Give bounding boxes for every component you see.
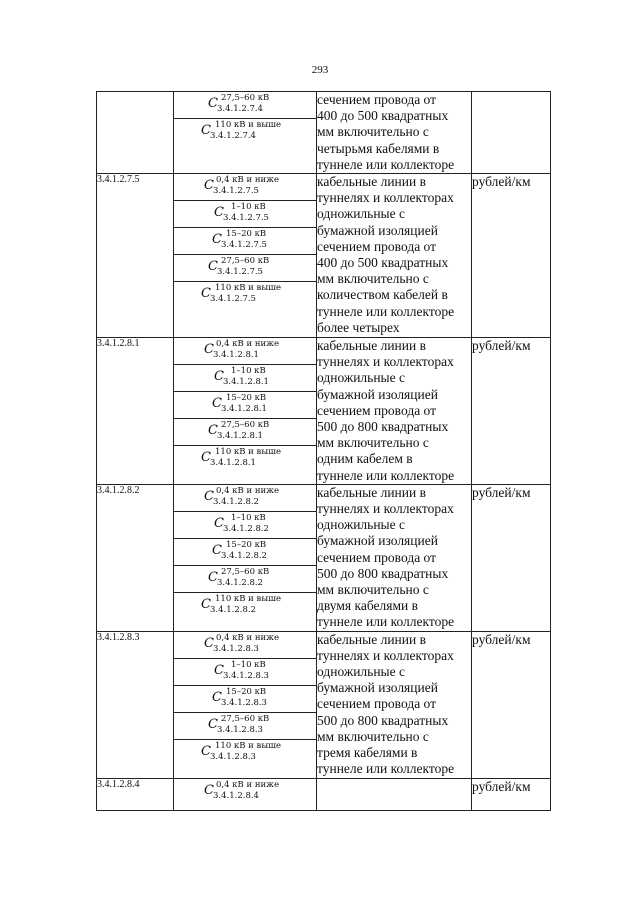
- formula-index: 3.4.1.2.8.3: [223, 670, 269, 681]
- item-code: 3.4.1.2.8.2: [97, 484, 174, 631]
- formula-index: 3.4.1.2.8.1: [223, 377, 269, 388]
- item-description: кабельные линии в туннелях и коллекторах одножильные с бумажной изоляцией сечением провода от 500 до 800 квадратных мм включительно с двумя кабелями в туннеле или коллекторе: [317, 484, 472, 631]
- formula-index: 3.4.1.2.8.3: [213, 643, 259, 654]
- formula-cell: [174, 338, 317, 485]
- unit-of-measure: рублей/км: [472, 778, 551, 810]
- table-row: [97, 338, 551, 485]
- formula-index: 3.4.1.2.7.4: [210, 131, 256, 141]
- formula-cell: [174, 174, 317, 338]
- formula-symbol: C: [201, 286, 211, 302]
- rate-formula: [174, 539, 316, 565]
- formula-symbol: C: [212, 232, 222, 248]
- rate-formula: [174, 92, 316, 118]
- formula-symbol: C: [212, 396, 222, 412]
- formula-cell: [174, 92, 317, 174]
- formula-cell: [174, 631, 317, 778]
- voltage-class: 27,5–60 кВ: [221, 256, 270, 267]
- voltage-class: 110 кВ и выше: [215, 740, 282, 751]
- formula-index: 3.4.1.2.8.4: [213, 790, 259, 801]
- formula-symbol: C: [201, 596, 211, 612]
- formula-index: 3.4.1.2.7.5: [213, 186, 259, 197]
- item-code: 3.4.1.2.8.4: [97, 778, 174, 810]
- voltage-class: 15–20 кВ: [226, 539, 267, 550]
- rate-formula: [174, 566, 316, 592]
- unit-of-measure: [472, 92, 551, 174]
- formula-index: 3.4.1.2.8.2: [221, 550, 267, 561]
- item-code: [97, 92, 174, 174]
- item-description: кабельные линии в туннелях и коллекторах одножильные с бумажной изоляцией сечением провода от 400 до 500 квадратных мм включительно с количеством кабелей в туннеле или коллекторе более четырех: [317, 174, 472, 338]
- formula-symbol: C: [201, 450, 211, 466]
- voltage-class: 15–20 кВ: [226, 229, 267, 240]
- item-description: сечением провода от 400 до 500 квадратных мм включительно с четырьмя кабелями в туннеле или коллекторе: [317, 92, 472, 174]
- voltage-class: 27,5–60 кВ: [221, 713, 270, 724]
- formula-index: 3.4.1.2.8.1: [221, 404, 267, 415]
- table-row: [97, 778, 551, 810]
- rate-formula: [174, 512, 316, 538]
- formula-index: 3.4.1.2.7.5: [217, 267, 263, 278]
- voltage-class: 0,4 кВ и ниже: [216, 175, 280, 186]
- rate-formula: [174, 119, 316, 145]
- voltage-class: 110 кВ и выше: [215, 120, 282, 130]
- voltage-class: 110 кВ и выше: [215, 593, 282, 604]
- rate-formula: [174, 201, 316, 227]
- rate-formula: [174, 282, 316, 308]
- formula-index: 3.4.1.2.8.3: [217, 724, 263, 735]
- voltage-class: 27,5–60 кВ: [221, 420, 270, 431]
- formula-symbol: C: [214, 515, 224, 531]
- formula-symbol: C: [201, 743, 211, 759]
- formula-index: 3.4.1.2.7.5: [221, 240, 267, 251]
- voltage-class: 15–20 кВ: [226, 393, 267, 404]
- voltage-class: 0,4 кВ и ниже: [216, 632, 280, 643]
- formula-symbol: C: [208, 423, 218, 439]
- item-code: 3.4.1.2.8.1: [97, 338, 174, 485]
- rate-formula: [174, 659, 316, 685]
- rate-formula: [174, 632, 316, 658]
- formula-symbol: C: [214, 205, 224, 221]
- voltage-class: 27,5–60 кВ: [221, 93, 270, 103]
- rate-formula: [174, 174, 316, 200]
- table-row: [97, 174, 551, 338]
- item-description: [317, 778, 472, 810]
- voltage-class: 15–20 кВ: [226, 686, 267, 697]
- formula-cell: [174, 778, 317, 810]
- formula-symbol: C: [208, 96, 218, 111]
- voltage-class: 0,4 кВ и ниже: [216, 339, 280, 350]
- unit-of-measure: рублей/км: [472, 174, 551, 338]
- unit-of-measure: рублей/км: [472, 338, 551, 485]
- voltage-class: 110 кВ и выше: [215, 283, 282, 294]
- table-row: [97, 92, 551, 174]
- voltage-class: 1–10 кВ: [231, 202, 266, 213]
- formula-index: 3.4.1.2.8.2: [223, 523, 269, 534]
- formula-symbol: C: [212, 689, 222, 705]
- voltage-class: 0,4 кВ и ниже: [216, 779, 280, 790]
- voltage-class: 110 кВ и выше: [215, 447, 282, 458]
- formula-index: 3.4.1.2.8.1: [210, 458, 256, 469]
- rate-formula: [174, 392, 316, 418]
- formula-symbol: C: [214, 662, 224, 678]
- formula-symbol: C: [204, 342, 214, 358]
- item-code: 3.4.1.2.7.5: [97, 174, 174, 338]
- voltage-class: 1–10 кВ: [231, 366, 266, 377]
- rate-formula: [174, 338, 316, 364]
- formula-index: 3.4.1.2.7.5: [210, 294, 256, 305]
- formula-index: 3.4.1.2.8.2: [213, 496, 259, 507]
- table-row: [97, 484, 551, 631]
- formula-symbol: C: [204, 178, 214, 194]
- formula-symbol: C: [214, 369, 224, 385]
- rate-formula: [174, 446, 316, 472]
- rate-formula: [174, 228, 316, 254]
- formula-index: 3.4.1.2.8.2: [217, 577, 263, 588]
- formula-symbol: C: [201, 123, 211, 138]
- formula-index: 3.4.1.2.7.4: [217, 104, 263, 114]
- formula-index: 3.4.1.2.8.3: [221, 697, 267, 708]
- item-description: кабельные линии в туннелях и коллекторах одножильные с бумажной изоляцией сечением провода от 500 до 800 квадратных мм включительно с одним кабелем в туннеле или коллекторе: [317, 338, 472, 485]
- voltage-class: 0,4 кВ и ниже: [216, 485, 280, 496]
- formula-index: 3.4.1.2.8.3: [210, 751, 256, 762]
- formula-index: 3.4.1.2.7.5: [223, 213, 269, 224]
- formula-index: 3.4.1.2.8.1: [217, 431, 263, 442]
- rate-formula: [174, 779, 316, 805]
- formula-index: 3.4.1.2.8.1: [213, 350, 259, 361]
- formula-symbol: C: [204, 635, 214, 651]
- rate-formula: [174, 593, 316, 619]
- voltage-class: 1–10 кВ: [231, 512, 266, 523]
- formula-cell: [174, 484, 317, 631]
- formula-symbol: C: [208, 259, 218, 275]
- rate-formula: [174, 485, 316, 511]
- unit-of-measure: рублей/км: [472, 631, 551, 778]
- rate-formula: [174, 686, 316, 712]
- voltage-class: 1–10 кВ: [231, 659, 266, 670]
- rate-formula: [174, 365, 316, 391]
- rate-formula: [174, 740, 316, 766]
- table-row: [97, 631, 551, 778]
- page-number: 293: [311, 64, 329, 76]
- rates-table: [96, 91, 551, 811]
- formula-symbol: C: [212, 542, 222, 558]
- item-description: кабельные линии в туннелях и коллекторах одножильные с бумажной изоляцией сечением провода от 500 до 800 квадратных мм включительно с тремя кабелями в туннеле или коллекторе: [317, 631, 472, 778]
- rate-formula: [174, 255, 316, 281]
- formula-index: 3.4.1.2.8.2: [210, 604, 256, 615]
- formula-symbol: C: [208, 716, 218, 732]
- item-code: 3.4.1.2.8.3: [97, 631, 174, 778]
- formula-symbol: C: [208, 569, 218, 585]
- voltage-class: 27,5–60 кВ: [221, 566, 270, 577]
- formula-symbol: C: [204, 488, 214, 504]
- formula-symbol: C: [204, 782, 214, 798]
- rate-formula: [174, 419, 316, 445]
- rate-formula: [174, 713, 316, 739]
- unit-of-measure: рублей/км: [472, 484, 551, 631]
